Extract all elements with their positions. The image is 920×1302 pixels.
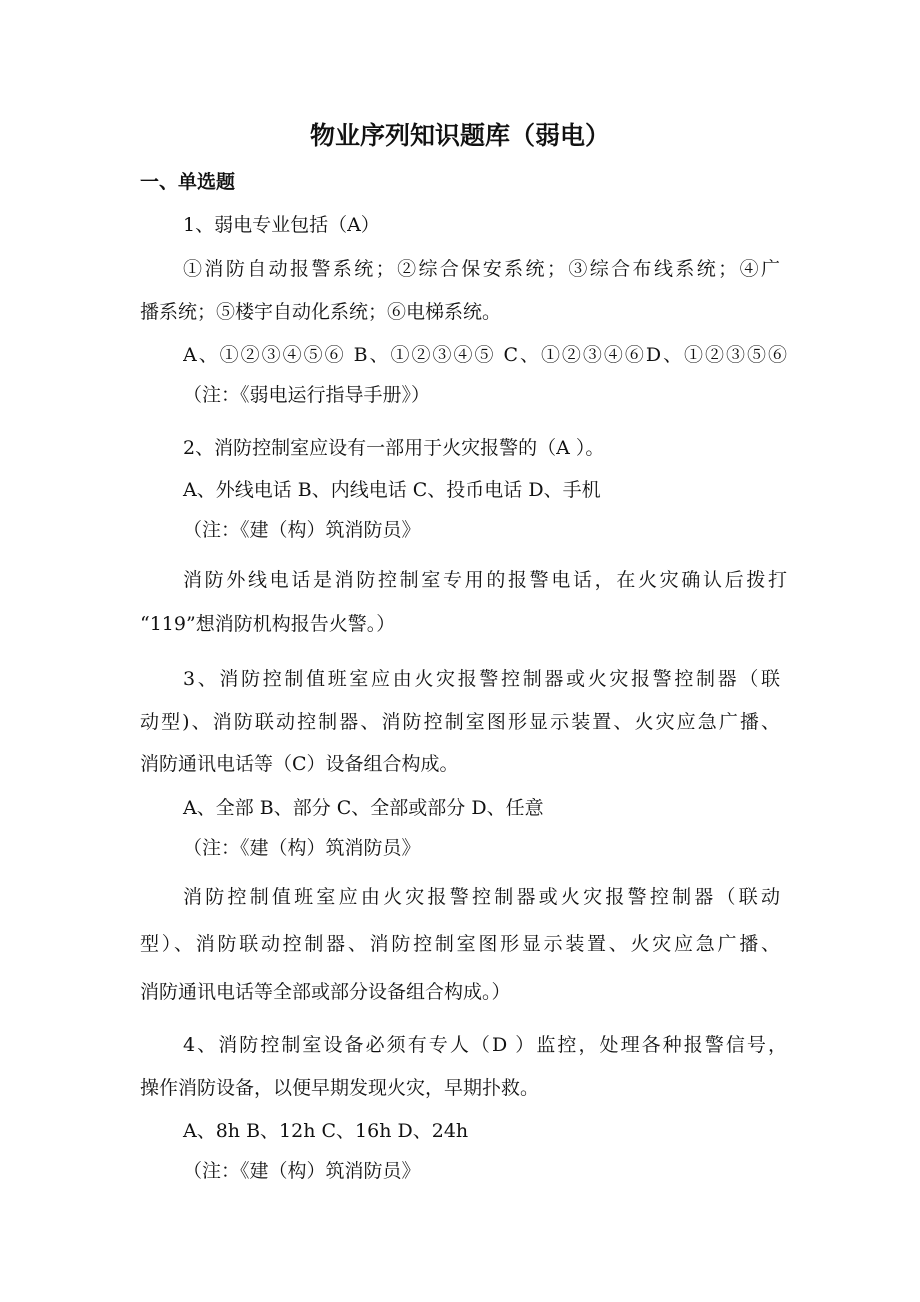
q2-stem: 2、消防控制室应设有一部用于火灾报警的（A ）。	[183, 437, 605, 459]
q1-items-line2: 播系统；⑤楼宇自动化系统；⑥电梯系统。	[140, 301, 502, 323]
q3-explanation-line2: 型）、消防联动控制器、消防控制室图形显示装置、火灾应急广播、	[140, 933, 780, 955]
q3-note: （注：《建（构）筑消防员》	[183, 837, 421, 859]
q1-note: （注：《弱电运行指导手册》）	[183, 384, 431, 406]
q4-note: （注：《建（构）筑消防员》	[183, 1160, 421, 1182]
q4-stem-line2: 操作消防设备，以便早期发现火灾，早期扑救。	[140, 1077, 540, 1099]
q1-options: A、①②③④⑤⑥ B、①②③④⑤ C、①②③④⑥D、①②③⑤⑥	[183, 344, 787, 366]
q1-items-line1: ①消防自动报警系统；②综合保安系统；③综合布线系统；④广	[183, 258, 780, 280]
q2-note: （注：《建（构）筑消防员》	[183, 519, 421, 541]
q4-stem-line1: 4、消防控制室设备必须有专人（D ）监控，处理各种报警信号，	[183, 1034, 787, 1056]
q3-stem-line3: 消防通讯电话等（C）设备组合构成。	[140, 753, 459, 775]
q3-explanation-line3: 消防通讯电话等全部或部分设备组合构成。）	[140, 981, 511, 1003]
q3-explanation-line1: 消防控制值班室应由火灾报警控制器或火灾报警控制器（联动	[183, 886, 780, 908]
document-title: 物业序列知识题库（弱电）	[309, 121, 610, 150]
q4-options: A、8h B、12h C、16h D、24h	[183, 1120, 469, 1142]
q2-explanation-line2: “119”想消防机构报告火警。）	[140, 613, 396, 635]
q3-stem-line1: 3、消防控制值班室应由火灾报警控制器或火灾报警控制器（联	[183, 668, 780, 690]
q3-options: A、全部 B、部分 C、全部或部分 D、任意	[183, 797, 544, 819]
q3-stem-line2: 动型)、消防联动控制器、消防控制室图形显示装置、火灾应急广播、	[140, 711, 780, 733]
q2-explanation-line1: 消防外线电话是消防控制室专用的报警电话，在火灾确认后拨打	[183, 569, 787, 591]
q2-options: A、外线电话 B、内线电话 C、投币电话 D、手机	[183, 479, 601, 501]
q1-stem: 1、弱电专业包括（A）	[183, 214, 380, 236]
section-heading: 一、单选题	[140, 171, 236, 193]
